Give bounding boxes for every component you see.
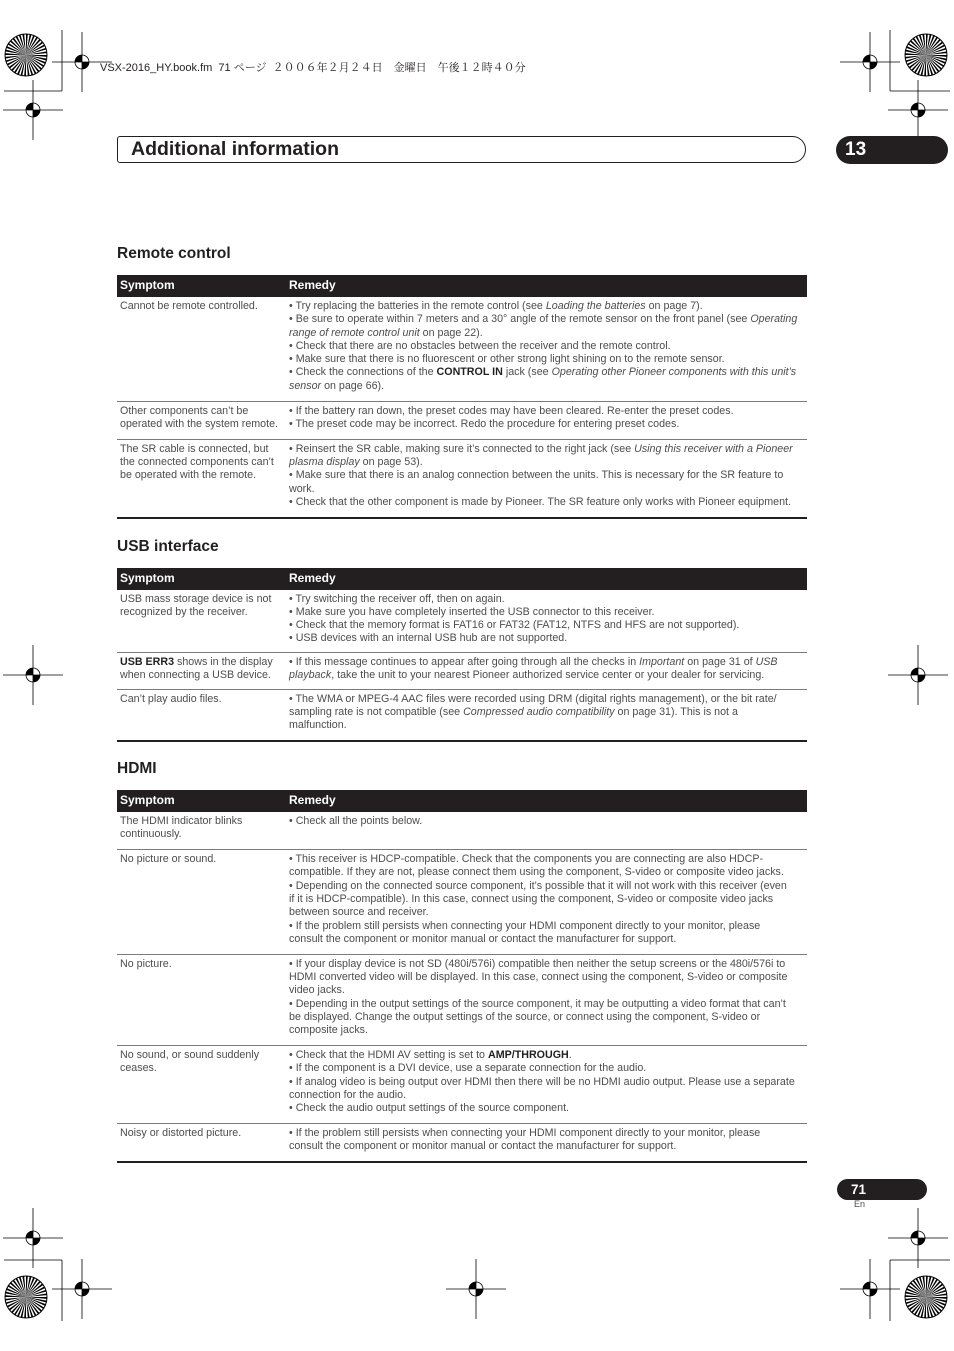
remedy-text: • If your display device is not SD (480i/576i) compatible then neither the setup screens or the 480i/576i to: [289, 957, 786, 970]
remedy-text: • Make sure that there is an analog connection between the units. This is necessary for the SR feature to: [289, 469, 784, 482]
registration-crosshair-icon: [52, 1259, 112, 1319]
remedy-text: • Make sure that there is no fluorescent or other strong light shining on to the remote sensor.: [289, 353, 725, 366]
symptom-text: Cannot be remote controlled.: [120, 300, 258, 312]
column-header-symptom: Symptom: [120, 278, 175, 292]
registration-crosshair-icon: [840, 32, 900, 92]
symptom-text: [120, 656, 288, 669]
remedy-text: • If the problem still persists when connecting your HDMI component directly to your monitor, please: [289, 919, 761, 932]
text-run: on page 7).: [645, 300, 703, 312]
section-remote-control: [117, 245, 807, 519]
remedy-text: • Check all the points below.: [289, 815, 423, 827]
italic-reference: Important: [639, 656, 685, 669]
symptom-cell: [117, 300, 288, 393]
italic-reference: playback: [289, 669, 332, 682]
text-run: on page 31). This is not a: [614, 706, 738, 719]
text-run: on page 66).: [321, 379, 385, 392]
bold-term: CONTROL IN: [436, 366, 503, 379]
table-body: [117, 812, 807, 1163]
table-row: [117, 590, 807, 653]
remedy-text: [289, 313, 807, 326]
text-run: on page 31 of: [684, 656, 756, 669]
text-run: , take the unit to your nearest Pioneer authorized service center or your dealer for servicing.: [331, 669, 765, 682]
section-usb-interface: [117, 538, 807, 742]
symptom-text: The HDMI indicator blinks: [120, 815, 243, 827]
symptom-cell: [117, 405, 288, 432]
table-row: [117, 402, 807, 440]
remedy-text: • USB devices with an internal USB hub are not supported.: [289, 631, 568, 644]
remedy-text: [289, 366, 807, 379]
symptom-text: recognized by the receiver.: [120, 605, 248, 618]
symptom-text: USB mass storage device is not: [120, 593, 272, 605]
remedy-text: • Check that there are no obstacles between the receiver and the remote control.: [289, 339, 671, 352]
column-header-remedy: Remedy: [289, 571, 336, 585]
remedy-text: [289, 1049, 807, 1062]
registration-crosshair-icon: [840, 1259, 900, 1319]
chapter-title-bar: [117, 136, 806, 163]
table-row: [117, 955, 807, 1046]
remedy-text: • If the problem still persists when connecting your HDMI component directly to your monitor, please: [289, 1126, 761, 1139]
text-run: • If this message continues to appear after going through all the checks in: [289, 656, 640, 669]
italic-reference: plasma display: [289, 455, 360, 468]
symptom-text: No picture or sound.: [120, 853, 217, 866]
symptom-cell: [117, 693, 288, 732]
remedy-cell: [288, 693, 807, 732]
registration-crosshair-icon: [446, 1259, 506, 1319]
italic-reference: Loading the batteries: [545, 300, 646, 312]
chapter-title: Additional information: [131, 138, 339, 160]
symptom-cell: [117, 853, 288, 946]
symptom-cell: [117, 593, 288, 645]
remedy-text: • If the component is a DVI device, use a separate connection for the audio.: [289, 1062, 647, 1075]
section-heading: Remote control: [117, 245, 231, 262]
symptom-cell: [117, 443, 288, 509]
text-run: .: [568, 1048, 572, 1061]
remedy-text: • Depending in the output settings of the source component, it may be outputting a video format that can’t: [289, 997, 786, 1010]
remedy-cell: [288, 1049, 807, 1115]
symptom-text: Can’t play audio files.: [120, 693, 222, 706]
remedy-text: between source and receiver.: [289, 906, 429, 919]
section-hdmi: [117, 760, 807, 1163]
text-run: • Be sure to operate within 7 meters and a 30° angle of the remote sensor on the front panel (see: [289, 313, 751, 326]
remedy-text: • The WMA or MPEG-4 AAC files were recorded using DRM (digital rights management), or the bit rate/: [289, 693, 777, 706]
troubleshooting-table: [117, 790, 807, 1163]
section-heading: USB interface: [117, 538, 219, 555]
remedy-cell: [288, 815, 807, 842]
symptom-cell: [117, 1049, 288, 1115]
remedy-text: • Depending on the connected source component, it’s possible that it will not work with this receiver (even: [289, 879, 787, 892]
text-run: on page 53).: [359, 455, 423, 468]
remedy-cell: [288, 656, 807, 682]
table-row: [117, 297, 807, 402]
table-row: [117, 1046, 807, 1124]
section-heading: HDMI: [117, 760, 157, 777]
symptom-text: The SR cable is connected, but: [120, 442, 269, 455]
text-run: jack (see: [502, 366, 552, 379]
symptom-text: Noisy or distorted picture.: [120, 1126, 242, 1139]
symptom-text: No sound, or sound suddenly: [120, 1048, 260, 1061]
remedy-cell: [288, 405, 807, 432]
remedy-cell: [288, 853, 807, 946]
remedy-text: [289, 706, 807, 719]
remedy-text: video jacks.: [289, 984, 345, 997]
symptom-cell: [117, 958, 288, 1038]
text-run: • Try replacing the batteries in the remote control (see: [289, 300, 546, 312]
remedy-text: • Check that the memory format is FAT16 or FAT32 (FAT12, NTFS and HFS are not supported).: [289, 618, 740, 631]
table-row: [117, 653, 807, 690]
symptom-cell: [117, 1127, 288, 1154]
star-target-icon: [5, 34, 47, 76]
table-row: [117, 440, 807, 519]
registration-crosshair-icon: [888, 1208, 948, 1268]
registration-crosshair-icon: [888, 80, 948, 140]
star-target-icon: [5, 1276, 47, 1318]
remedy-text: consult the component or monitor manual or contact the manufacturer for support.: [289, 932, 677, 945]
italic-reference: Operating other Pioneer components with this unit’s: [551, 366, 797, 379]
remedy-text: connection for the audio.: [289, 1088, 407, 1101]
symptom-text: operated with the system remote.: [120, 417, 279, 430]
remedy-text: HDMI converted video will be displayed. In this case, connect using the component, S-video or composite: [289, 970, 788, 983]
symptom-cell: [117, 656, 288, 682]
page-number: 71: [851, 1182, 867, 1197]
table-header: [117, 568, 807, 590]
bold-term: AMP/THROUGH: [487, 1048, 569, 1061]
symptom-text: continuously.: [120, 828, 182, 841]
remedy-text: • Check the audio output settings of the source component.: [289, 1102, 570, 1115]
italic-reference: Using this receiver with a Pioneer: [634, 442, 793, 455]
chapter-number: 13: [845, 139, 867, 160]
language-code: En: [854, 1199, 866, 1209]
italic-reference: Operating: [750, 313, 798, 326]
text-run: • Check the connections of the: [289, 366, 437, 379]
remedy-text: • Try switching the receiver off, then on again.: [289, 593, 505, 605]
star-target-icon: [905, 1276, 947, 1318]
column-header-remedy: Remedy: [289, 793, 336, 807]
text-run: • Reinsert the SR cable, making sure it’s connected to the right jack (see: [289, 442, 635, 455]
remedy-text: composite jacks.: [289, 1024, 368, 1037]
star-target-icon: [905, 34, 947, 76]
column-header-remedy: Remedy: [289, 278, 336, 292]
running-header: VSX-2016_HY.book.fm 71 ページ ２００６年２月２４日 金曜日 午後１２時４０分: [100, 62, 526, 74]
registration-crosshair-icon: [3, 645, 63, 705]
troubleshooting-table: [117, 568, 807, 742]
italic-reference: range of remote control unit: [289, 326, 420, 339]
remedy-cell: [288, 300, 807, 393]
symptom-text: ceases.: [120, 1062, 157, 1075]
table-row: [117, 812, 807, 850]
text-run: sampling rate is not compatible (see: [289, 706, 464, 719]
italic-reference: Compressed audio compatibility: [463, 706, 615, 719]
text-run: • Check that the HDMI AV setting is set to: [289, 1048, 488, 1061]
remedy-text: [289, 656, 807, 669]
remedy-cell: [288, 443, 807, 509]
table-header: [117, 790, 807, 812]
symptom-text: the connected components can’t: [120, 455, 274, 468]
italic-reference: USB: [755, 656, 778, 669]
remedy-text: [289, 380, 807, 393]
registration-crosshair-icon: [3, 1208, 63, 1268]
remedy-text: • This receiver is HDCP-compatible. Check that the components you are connecting are also HDCP-: [289, 853, 764, 866]
troubleshooting-table: [117, 275, 807, 519]
symptom-text: No picture.: [120, 957, 172, 970]
table-row: [117, 690, 807, 741]
table-row: [117, 1124, 807, 1163]
remedy-text: work.: [289, 482, 315, 495]
remedy-text: • If the battery ran down, the preset codes may have been cleared. Re-enter the preset codes.: [289, 404, 734, 417]
remedy-text: [289, 327, 807, 340]
remedy-text: [289, 456, 807, 469]
column-header-symptom: Symptom: [120, 571, 175, 585]
text-run: shows in the display: [174, 656, 273, 669]
remedy-text: [289, 669, 807, 682]
remedy-text: consult the component or monitor manual or contact the manufacturer for support.: [289, 1140, 677, 1153]
symptom-cell: [117, 815, 288, 842]
remedy-text: be displayed. Change the output settings of the source, or connect using the component, S-video or: [289, 1010, 761, 1023]
remedy-text: [289, 443, 807, 456]
remedy-text: • The preset code may be incorrect. Redo the procedure for entering preset codes.: [289, 417, 680, 430]
remedy-text: if it is HDCP-compatible). In this case, connect using the component, S-video or composite video jacks: [289, 892, 774, 905]
remedy-text: [289, 300, 807, 313]
registration-crosshair-icon: [888, 645, 948, 705]
remedy-cell: [288, 958, 807, 1038]
remedy-text: • Make sure you have completely inserted the USB connector to this receiver.: [289, 605, 655, 618]
page-number-tab: [837, 1179, 927, 1200]
symptom-text: when connecting a USB device.: [120, 669, 271, 682]
table-body: [117, 590, 807, 742]
symptom-text: Other components can’t be: [120, 404, 249, 417]
symptom-text: be operated with the remote.: [120, 469, 257, 482]
chapter-number-tab: [836, 136, 948, 164]
bold-term: USB ERR3: [120, 656, 175, 669]
table-body: [117, 297, 807, 519]
italic-reference: sensor: [289, 379, 322, 392]
column-header-symptom: Symptom: [120, 793, 175, 807]
registration-crosshair-icon: [3, 80, 63, 140]
remedy-cell: [288, 1127, 807, 1154]
remedy-cell: [288, 593, 807, 645]
table-row: [117, 850, 807, 955]
remedy-text: • If analog video is being output over HDMI then there will be no HDMI audio output. Please use a separate: [289, 1075, 795, 1088]
text-run: on page 22).: [419, 326, 483, 339]
remedy-text: • Check that the other component is made by Pioneer. The SR feature only works with Pioneer equipment.: [289, 495, 791, 508]
remedy-text: malfunction.: [289, 719, 347, 732]
remedy-text: compatible. If they are not, please connect them using the component, S-video or composite video jacks.: [289, 866, 784, 879]
table-header: [117, 275, 807, 297]
